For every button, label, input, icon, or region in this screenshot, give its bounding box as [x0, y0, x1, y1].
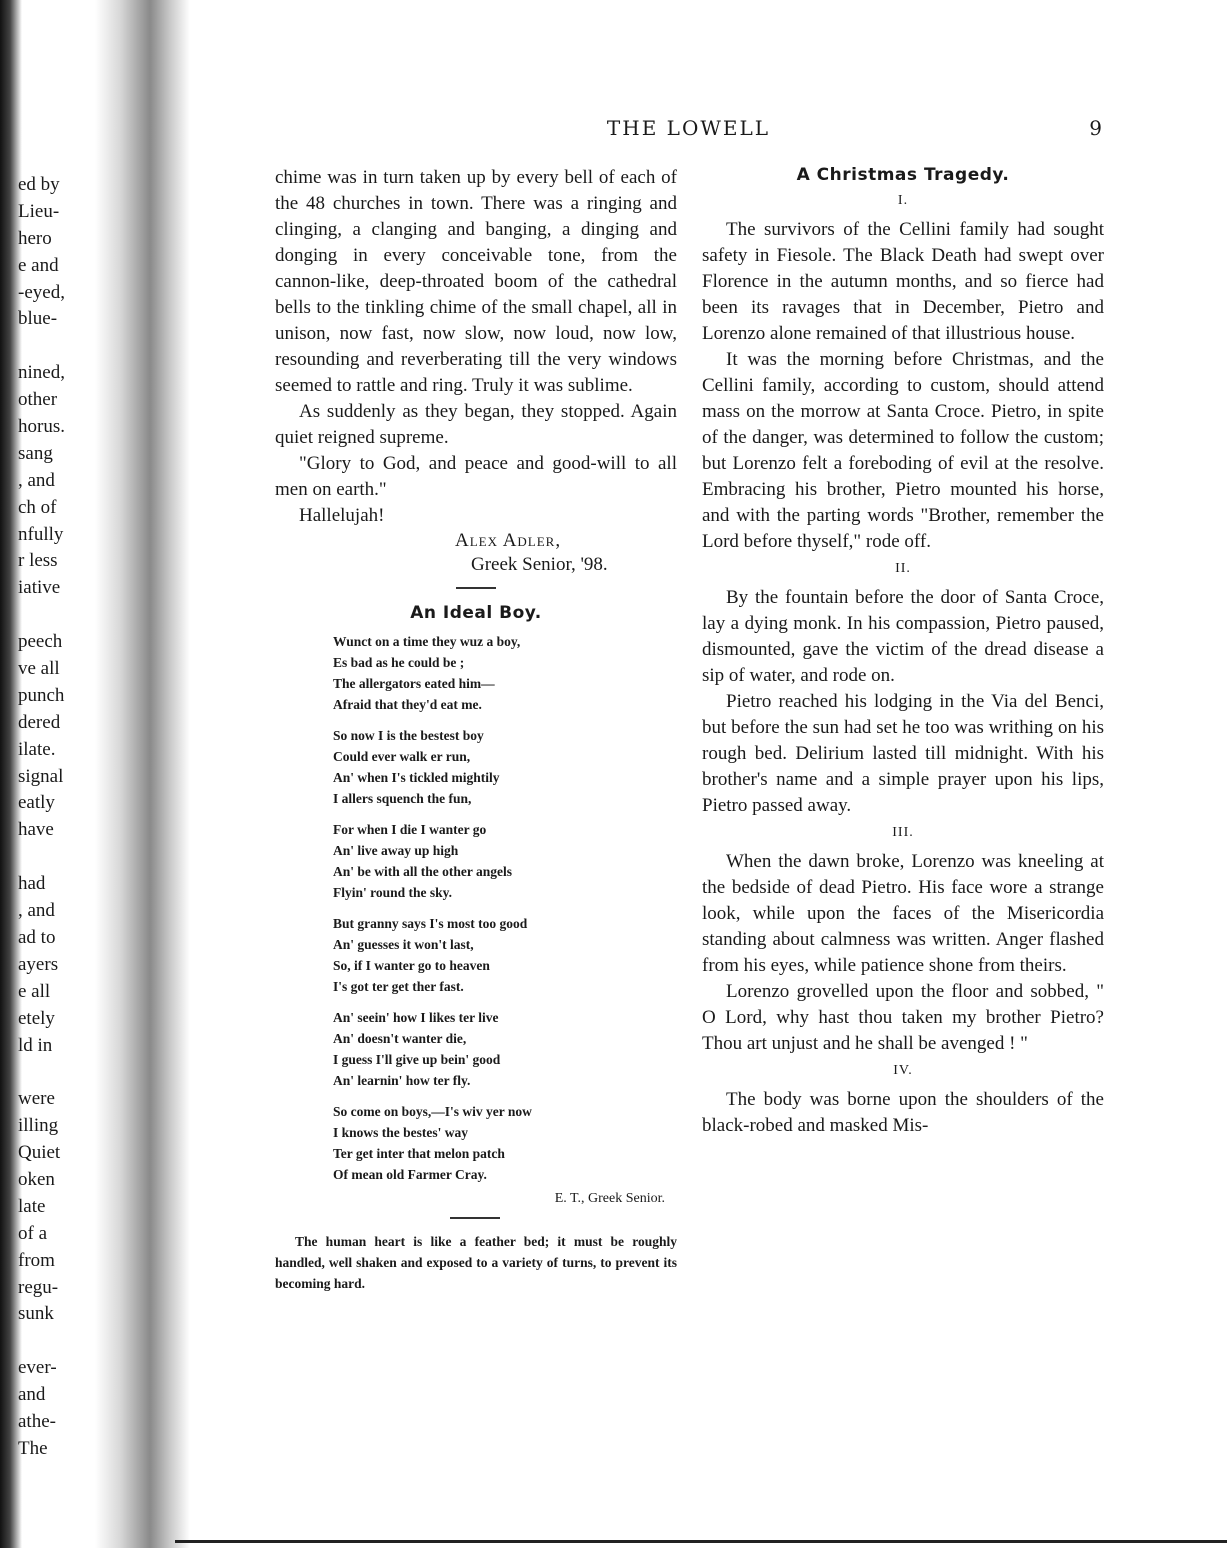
section-numeral: IV. — [893, 1063, 913, 1078]
fragment-line: blue- — [18, 308, 58, 330]
author-title: Greek Senior, '98. — [471, 554, 608, 575]
fragment-line: regu- — [18, 1276, 59, 1298]
continued-paragraph: chime was in turn taken up by every bell of each of the 48 churches in town. There was a ringing and clinging, a clanging and banging, a dinging and donging in every conceivable tone, from the cannon-like, deep-throated boom of the cathedral bells to the tinkling chime of the small chapel, all in unison, now fast, now slow, now loud, now low, resounding and reverberating till the very windows seemed to rattle and ring. Truly it was sublime. — [275, 167, 677, 396]
fragment-line: Lieu- — [18, 200, 60, 222]
fragment-line: peech — [18, 631, 63, 653]
fragment-line: ch of — [18, 496, 57, 518]
poem-line: Wunct on a time they wuz a boy, — [333, 634, 521, 649]
poem-line: But granny says I's most too good — [333, 916, 528, 931]
fragment-line: nined, — [18, 362, 65, 384]
fragment-line: horus. — [18, 416, 65, 438]
poem-body — [275, 631, 677, 1185]
fragment-line: late — [18, 1195, 46, 1217]
stanza — [333, 819, 677, 903]
stanza — [333, 913, 677, 997]
poem-line: Could ever walk er run, — [333, 749, 471, 764]
story-sections — [702, 193, 1104, 1139]
page-number: 9 — [1089, 116, 1102, 140]
fragment-line: dered — [18, 711, 61, 733]
story-paragraph: It was the morning before Christmas, and the Cellini family, according to custom, should attend mass on the morrow at Santa Croce. Pietro, in spite of the danger, was determined to follow the custom; but Lorenzo felt a foreboding of evil at the resolve. Embracing his brother, Pietro mounted his horse, and with the parting words "Brother, remember the Lord before thyself," rode off. — [702, 349, 1104, 552]
right-column — [702, 165, 1104, 1145]
fragment-line: The — [18, 1437, 48, 1459]
stanza — [333, 631, 677, 715]
poem-line: So come on boys,—I's wiv yer now — [333, 1104, 532, 1119]
fragment-line: sunk — [18, 1303, 54, 1325]
fragment-line — [18, 844, 98, 871]
section-numeral: II. — [895, 561, 911, 576]
fragment-line: , and — [18, 469, 55, 491]
fragment-line — [18, 602, 98, 629]
poem-line: An' when I's tickled mightily — [333, 770, 500, 785]
fragment-line — [18, 1059, 98, 1086]
fragment-line — [18, 1328, 98, 1355]
fragment-line: ever- — [18, 1357, 57, 1379]
paragraph: As suddenly as they began, they stopped. Again quiet reigned supreme. — [275, 401, 677, 448]
fragment-line: e all — [18, 980, 51, 1002]
divider — [450, 1217, 500, 1219]
section-numeral: I. — [897, 193, 909, 208]
fragment-line: of a — [18, 1222, 48, 1244]
fragment-line: punch — [18, 684, 65, 706]
story-paragraph: The body was borne upon the shoulders of the black-robed and masked Mis- — [702, 1089, 1104, 1136]
fragment-line: and — [18, 1384, 46, 1406]
poem-title: An Ideal Boy. — [410, 603, 542, 623]
poem-line: Of mean old Farmer Cray. — [333, 1167, 487, 1182]
fragment-line: eatly — [18, 792, 55, 814]
fragment-line — [18, 333, 98, 360]
previous-page-fragment — [18, 172, 98, 1463]
fragment-line: other — [18, 389, 58, 411]
fragment-line: ve all — [18, 658, 60, 680]
poem-line: An' guesses it won't last, — [333, 937, 474, 952]
poem-signature: E. T., Greek Senior. — [554, 1191, 665, 1206]
fragment-line: oken — [18, 1168, 55, 1190]
exclamation-paragraph: Hallelujah! — [299, 505, 385, 526]
fragment-line: athe- — [18, 1410, 56, 1432]
poem-line: So, if I wanter go to heaven — [333, 958, 490, 973]
fragment-line: illing — [18, 1115, 59, 1137]
divider — [456, 587, 496, 589]
fragment-line: ad to — [18, 926, 56, 948]
fragment-line: Quiet — [18, 1142, 61, 1164]
stanza — [333, 725, 677, 809]
fragment-line: were — [18, 1088, 55, 1110]
left-column — [275, 165, 677, 1294]
fragment-line: had — [18, 873, 46, 895]
section-numeral: III. — [892, 825, 914, 840]
story-paragraph: By the fountain before the door of Santa Croce, lay a dying monk. In his compassion, Pietro paused, dismounted, gave the victim of the dread disease a sip of water, and rode on. — [702, 587, 1104, 686]
footnote: The human heart is like a feather bed; it must be roughly handled, well shaken and exposed to a variety of turns, to prevent its becoming hard. — [275, 1234, 677, 1291]
fragment-line: -eyed, — [18, 281, 65, 303]
fragment-line: ld in — [18, 1034, 53, 1056]
fragment-line: iative — [18, 577, 61, 599]
fragment-line: r less — [18, 550, 58, 572]
poem-line: An' seein' how I likes ter live — [333, 1010, 499, 1025]
fragment-line: ayers — [18, 953, 59, 975]
poem-line: Afraid that they'd eat me. — [333, 697, 482, 712]
poem-line: The allergators eated him— — [333, 676, 495, 691]
poem-line: I allers squench the fun, — [333, 791, 472, 806]
fragment-line: from — [18, 1249, 55, 1271]
poem-line: I knows the bestes' way — [333, 1125, 469, 1140]
fragment-line: signal — [18, 765, 64, 787]
poem-line: An' doesn't wanter die, — [333, 1031, 467, 1046]
fragment-line: have — [18, 819, 54, 841]
poem-line: An' learnin' how ter fly. — [333, 1073, 471, 1088]
story-paragraph: The survivors of the Cellini family had sought safety in Fiesole. The Black Death had swept over Florence in the autumn months, and so fierce had been its ravages that in December, Pietro and Lorenzo alone remained of that illustrious house. — [702, 219, 1104, 344]
author-name: Alex Adler, — [455, 530, 562, 551]
poem-line: An' live away up high — [333, 843, 459, 858]
running-header — [275, 116, 1102, 146]
stanza — [333, 1101, 677, 1185]
fragment-line: , and — [18, 900, 55, 922]
story-paragraph: Lorenzo grovelled upon the floor and sobbed, " O Lord, why hast thou taken my brother Pietro? Thou art unjust and he shall be avenged ! " — [702, 981, 1104, 1054]
fragment-line: sang — [18, 442, 53, 464]
poem-line: For when I die I wanter go — [333, 822, 487, 837]
poem-line: Es bad as he could be ; — [333, 655, 465, 670]
fragment-line: e and — [18, 254, 59, 276]
stanza — [333, 1007, 677, 1091]
story-title: A Christmas Tragedy. — [796, 165, 1010, 185]
fragment-line: hero — [18, 227, 52, 249]
poem-line: Ter get inter that melon patch — [333, 1146, 505, 1161]
fragment-line: ed by — [18, 174, 60, 195]
quote-paragraph: "Glory to God, and peace and good-will to all men on earth." — [275, 453, 677, 500]
poem-line: I guess I'll give up bein' good — [333, 1052, 501, 1067]
poem-line: So now I is the bestest boy — [333, 728, 484, 743]
poem-line: I's got ter get ther fast. — [333, 979, 464, 994]
poem-line: Flyin' round the sky. — [333, 885, 453, 900]
fragment-line: nfully — [18, 523, 64, 545]
journal-title: THE LOWELL — [606, 116, 771, 140]
story-paragraph: Pietro reached his lodging in the Via del Benci, but before the sun had set he too was writhing on his rough bed. Delirium lasted till midnight. With his brother's name and a simple prayer upon his lips, Pietro passed away. — [702, 691, 1104, 816]
fragment-line: etely — [18, 1007, 55, 1029]
poem-line: An' be with all the other angels — [333, 864, 513, 879]
fragment-line: ilate. — [18, 738, 56, 760]
story-paragraph: When the dawn broke, Lorenzo was kneeling at the bedside of dead Pietro. His face wore a strange look, while upon the faces of the Misericordia standing about calmness was written. Anger flashed from his eyes, while patience shone from theirs. — [702, 851, 1104, 976]
